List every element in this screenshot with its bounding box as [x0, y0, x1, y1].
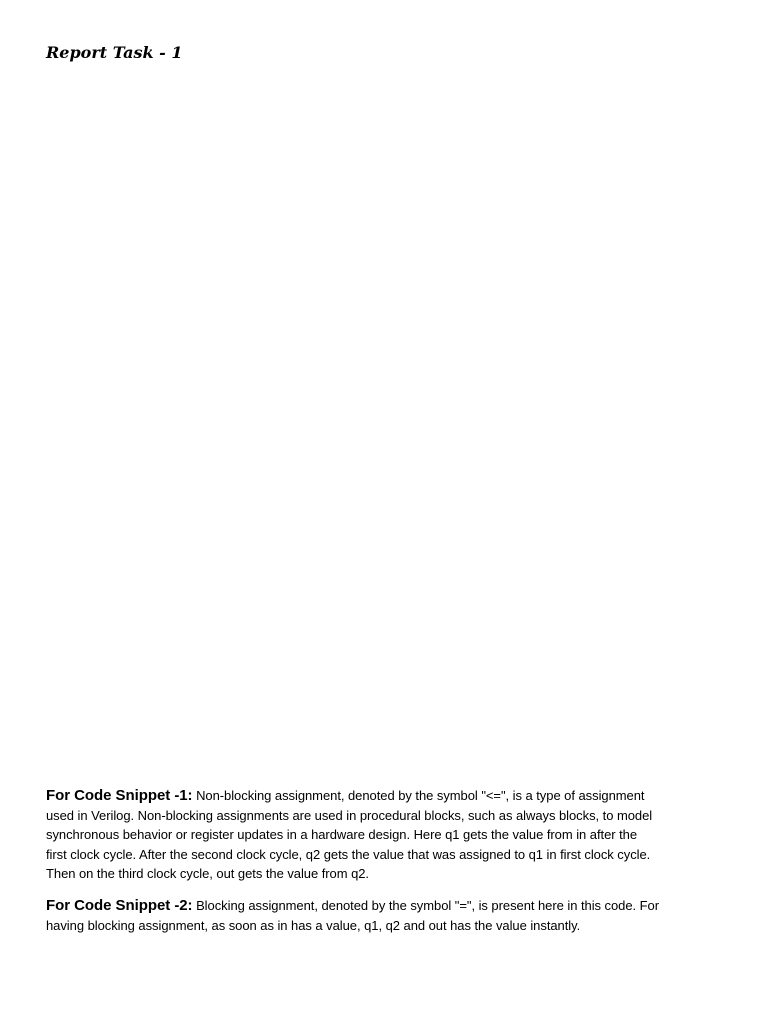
- snippet-1-heading: For Code Snippet -1:: [46, 787, 193, 804]
- paragraph-line: used in Verilog. Non-blocking assignments are used in procedural blocks, such as always blocks, to model: [46, 807, 653, 823]
- paragraph-line: Then on the third clock cycle, out gets the value from q2.: [46, 866, 369, 881]
- paragraph-line: having blocking assignment, as soon as in has a value, q1, q2 and out has the value instantly.: [46, 917, 581, 933]
- paragraph-text: Non-blocking assignment, denoted by the symbol "<=", is a type of assignment: [196, 788, 645, 803]
- paragraph-line: synchronous behavior or register updates in a hardware design. Here q1 gets the value from in after the: [46, 827, 638, 842]
- report-title: Report Task - 1: [46, 43, 183, 62]
- paragraph-code-snippet-2: [46, 896, 722, 935]
- paragraph-line: first clock cycle. After the second clock cycle, q2 gets the value that was assigned to q1 in first clock cycle.: [46, 846, 651, 862]
- paragraph-line: [46, 896, 722, 916]
- snippet-2-heading: For Code Snippet -2:: [46, 897, 193, 914]
- paragraph-code-snippet-1: [46, 786, 722, 884]
- paragraph-text: Blocking assignment, denoted by the symbol "=", is present here in this code. For: [196, 898, 660, 913]
- paragraph-line: [46, 786, 722, 806]
